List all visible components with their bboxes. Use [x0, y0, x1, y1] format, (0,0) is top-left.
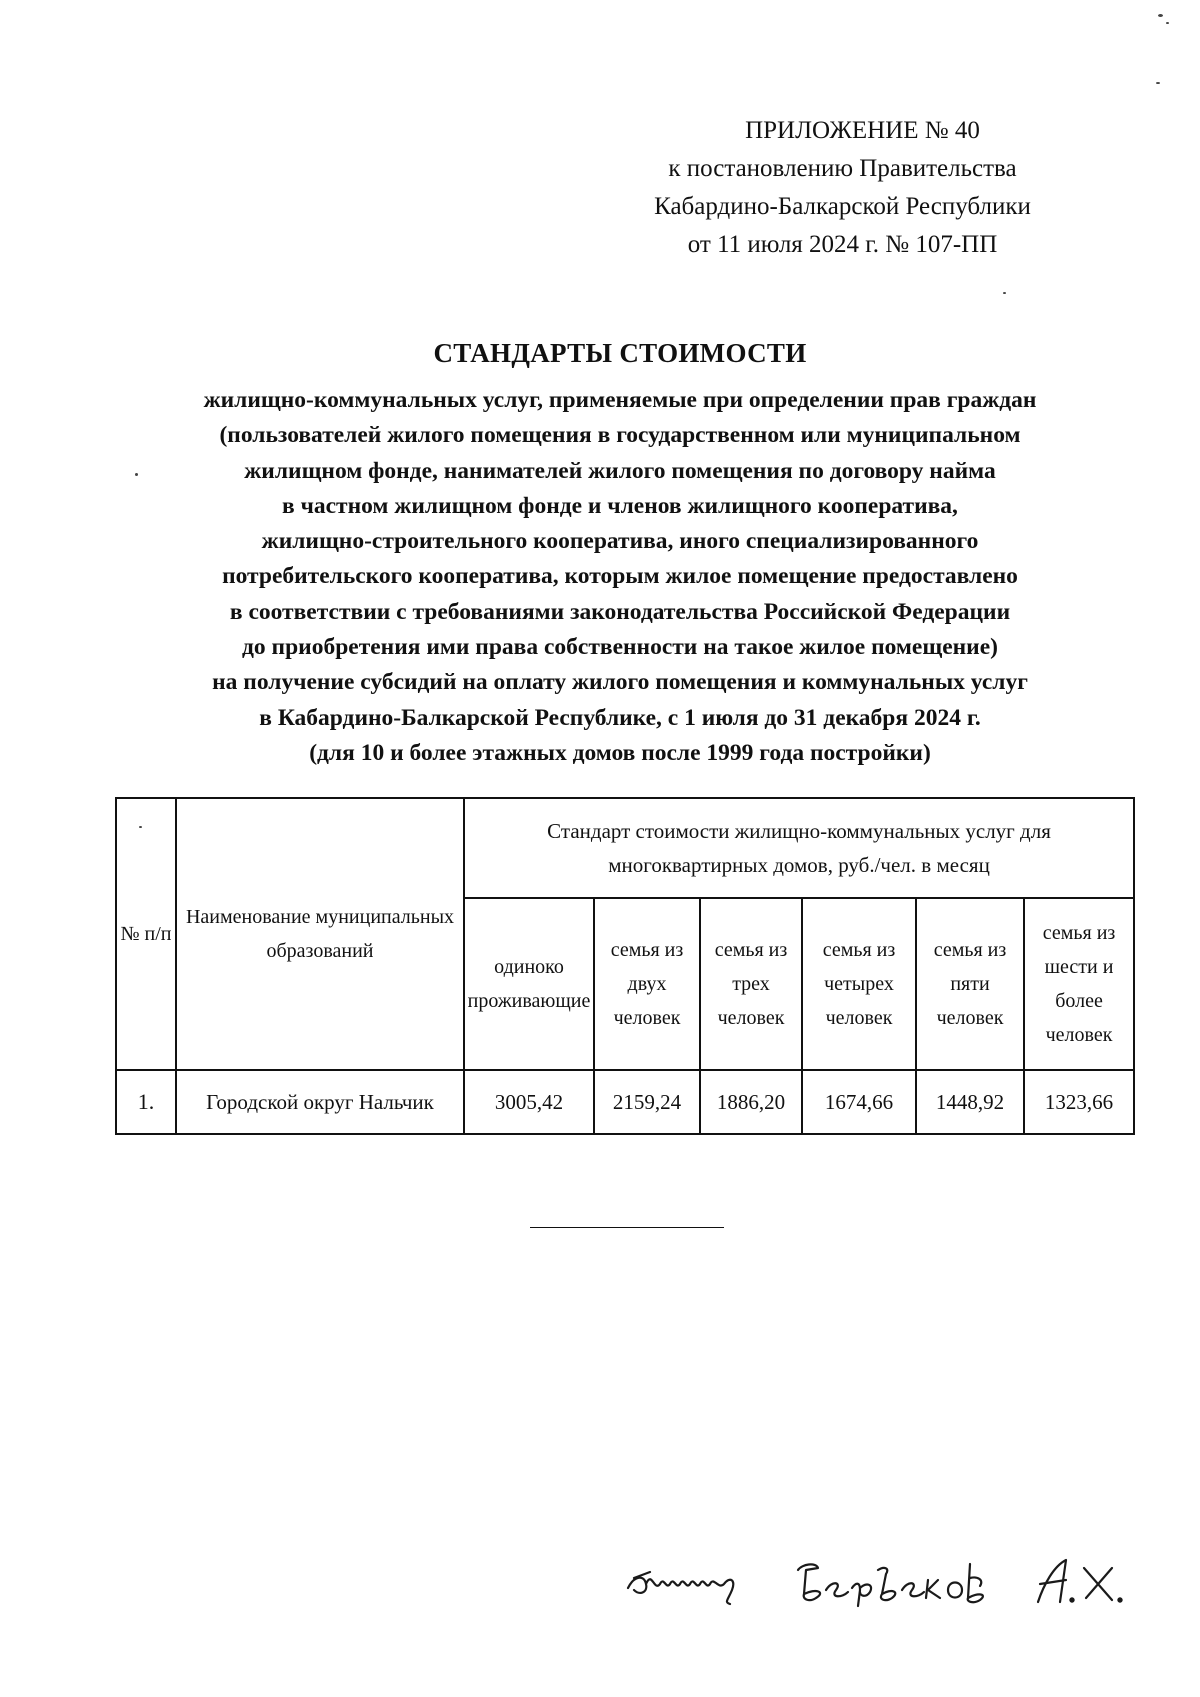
scan-speck [135, 473, 138, 476]
scan-speck [1156, 82, 1160, 84]
scan-speck [1003, 292, 1006, 294]
appendix-number: ПРИЛОЖЕНИЕ № 40 [745, 117, 980, 144]
table-row [116, 1070, 1134, 1134]
value-single: 3005,42 [464, 1070, 594, 1134]
decree-reference: к постановлению Правительства [668, 155, 1017, 182]
subtitle-line: жилищно-строительного кооператива, иного специализированного [261, 528, 979, 555]
approval-block [600, 112, 1085, 264]
header-family-2: семья из двух человек [594, 898, 700, 1070]
header-single: одиноко проживающие [464, 898, 594, 1070]
subtitle-line: в частном жилищном фонде и членов жилищного кооператива, [282, 492, 958, 519]
handwritten-signature [620, 1540, 1140, 1610]
value-family-4: 1674,66 [802, 1070, 916, 1134]
value-family-3: 1886,20 [700, 1070, 802, 1134]
signature-drawing [620, 1540, 1140, 1610]
scan-speck [1166, 22, 1169, 24]
header-number: № п/п [116, 798, 176, 1070]
scan-speck [1158, 14, 1163, 17]
value-family-2: 2159,24 [594, 1070, 700, 1134]
subtitle-line: в Кабардино-Балкарской Республике, с 1 июля до 31 декабря 2024 г. [259, 704, 981, 731]
subtitle-line: жилищно-коммунальных услуг, применяемые при определении прав граждан [203, 387, 1037, 413]
subtitle-line: (для 10 и более этажных домов после 1999 года постройки) [309, 739, 931, 766]
document-subtitle [95, 383, 1145, 771]
value-family-5: 1448,92 [916, 1070, 1024, 1134]
subtitle-line: (пользователей жилого помещения в государственном или муниципальном [219, 422, 1021, 449]
header-standard: Стандарт стоимости жилищно-коммунальных услуг для многоквартирных домов, руб./чел. в месяц [464, 798, 1134, 898]
cost-standards-table [115, 797, 1135, 1135]
decree-date: от 11 июля 2024 г. № 107-ПП [687, 231, 998, 258]
end-divider [530, 1227, 724, 1228]
header-family-5: семья из пяти человек [916, 898, 1024, 1070]
row-number: 1. [116, 1070, 176, 1134]
header-family-6-plus: семья из шести и более человек [1024, 898, 1134, 1070]
header-family-4: семья из четырех человек [802, 898, 916, 1070]
scan-speck [139, 826, 142, 828]
subtitle-line: жилищном фонде, нанимателей жилого помещения по договору найма [244, 457, 996, 484]
row-municipality: Городской округ Нальчик [176, 1070, 464, 1134]
government-name: Кабардино-Балкарской Республики [654, 193, 1031, 220]
subtitle-line: в соответствии с требованиями законодательства Российской Федерации [229, 598, 1011, 625]
subtitle-line: на получение субсидий на оплату жилого помещения и коммунальных услуг [212, 669, 1028, 696]
subtitle-line: до приобретения ими права собственности на такое жилое помещение) [242, 634, 998, 661]
value-family-6-plus: 1323,66 [1024, 1070, 1134, 1134]
header-municipality: Наименование муниципальных образований [176, 798, 464, 1070]
header-family-3: семья из трех человек [700, 898, 802, 1070]
subtitle-line: потребительского кооператива, которым жилое помещение предоставлено [222, 563, 1018, 590]
document-title: СТАНДАРТЫ СТОИМОСТИ [433, 338, 807, 368]
